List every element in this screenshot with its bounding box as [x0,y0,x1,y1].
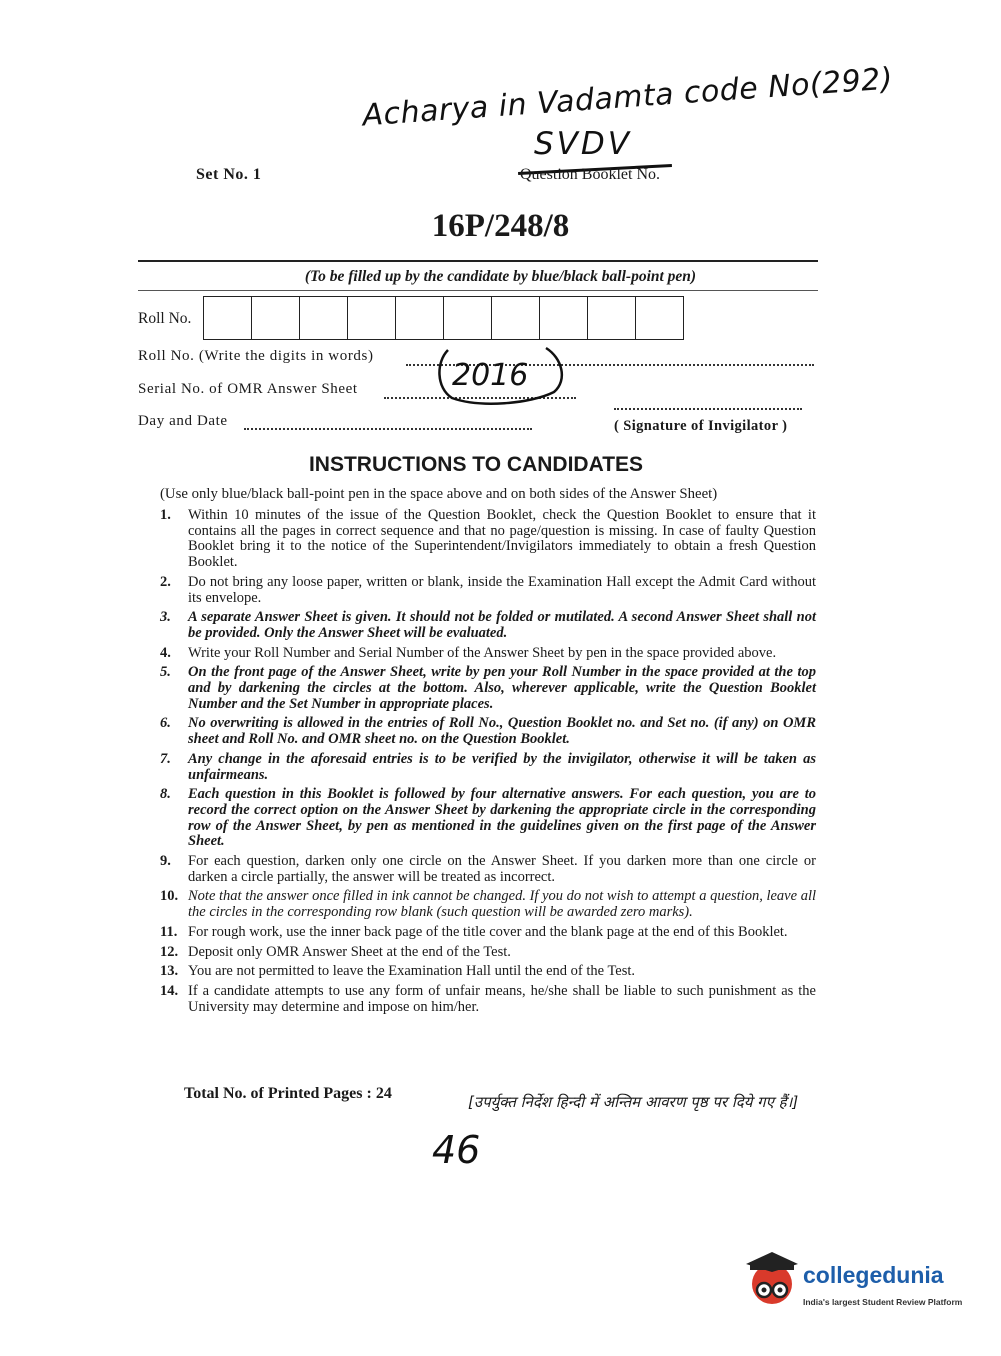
instruction-text: For each question, darken only one circle on the Answer Sheet. If you darken more than one circle or darken a circle partially, the answer will be treated as incorrect. [188,853,816,885]
handwritten-oval [430,340,570,410]
instructions-list [160,508,816,1019]
brand-name: collegedunia [803,1262,944,1288]
roll-digit-box[interactable] [636,297,683,339]
instruction-text: Within 10 minutes of the issue of the Question Booklet, check the Question Booklet to ensure that it contains all the pages in correct sequence and that no page/question is missing. In case of faulty Question Booklet bring it to the notice of the Superintendent/Invigilators immediately to obtain a fresh Question Booklet. [188,507,816,571]
instruction-number: 7. [160,750,171,767]
instruction-item [160,610,816,641]
question-booklet-label: Question Booklet No. [520,166,660,183]
roll-digit-box[interactable] [204,297,252,339]
instruction-item [160,575,816,606]
handwritten-digits: 2016 [452,358,529,393]
instruction-number: 8. [160,786,171,803]
instruction-text: Do not bring any loose paper, written or blank, inside the Examination Hall except the Admit Card without its envelope. [188,573,816,606]
instruction-item [160,889,816,920]
instruction-number: 9. [160,853,171,870]
instruction-number: 6. [160,715,171,732]
handwritten-page-number: 46 [432,1128,481,1172]
collegedunia-mascot-icon [742,1250,802,1310]
brand-tagline: India's largest Student Review Platform [803,1297,963,1307]
signature-field[interactable] [614,394,802,410]
day-date-field[interactable] [244,414,532,430]
instruction-text: A separate Answer Sheet is given. It should not be folded or mutilated. A second Answer Sheet shall not be provided. Only the Answer Sheet will be evaluated. [188,609,816,641]
instruction-number: 5. [160,664,171,681]
instruction-number: 11. [160,923,178,940]
instruction-text: Note that the answer once filled in ink cannot be changed. If you do not wish to attempt a question, leave all the circles in the corresponding row blank (such question will be awarded zero marks). [188,888,816,921]
booklet-code: 16P/248/8 [431,208,570,244]
instruction-item [160,925,816,941]
instructions-title: INSTRUCTIONS TO CANDIDATES [308,453,644,476]
day-date-label: Day and Date [138,413,228,429]
roll-digit-box[interactable] [444,297,492,339]
total-pages: Total No. of Printed Pages : 24 [184,1085,392,1102]
handwritten-subject-code: SVDV [534,126,632,162]
instruction-item [160,964,816,980]
instruction-number: 14. [160,982,179,999]
instruction-item [160,854,816,885]
roll-digit-box[interactable] [252,297,300,339]
instruction-text: Deposit only OMR Answer Sheet at the end of the Test. [188,943,511,960]
instruction-text: You are not permitted to leave the Examination Hall until the end of the Test. [188,963,636,980]
instruction-text: Each question in this Booklet is followed by four alternative answers. For each question, you are to record the correct option on the Answer Sheet by darkening the appropriate circle in the corresponding row of the Answer Sheet, by pen as mentioned in the guidelines given on the first page of the Answer Sheet. [188,786,816,850]
roll-digit-box[interactable] [300,297,348,339]
roll-digit-box[interactable] [348,297,396,339]
signature-label: ( Signature of Invigilator ) [614,418,788,434]
roll-no-boxes[interactable] [203,296,684,340]
handwritten-title: Acharya in Vadamta code No(292) [361,61,895,134]
instruction-text: If a candidate attempts to use any form of unfair means, he/she shall be liable to such punishment as the University may determine and impose on him/her. [188,982,816,1015]
instruction-number: 12. [160,943,179,960]
fill-instruction: (To be filled up by the candidate by blue/black ball-point pen) [304,268,697,285]
instruction-item [160,646,816,662]
set-number: Set No. 1 [196,166,262,183]
instruction-item [160,752,816,783]
roll-no-words-label: Roll No. (Write the digits in words) [138,348,374,364]
roll-no-label: Roll No. [138,310,192,327]
instruction-item [160,787,816,850]
instruction-number: 13. [160,963,179,980]
instruction-number: 10. [160,888,179,905]
instruction-text: No overwriting is allowed in the entries of Roll No., Question Booklet no. and Set no. (if any) on OMR sheet and Roll No. and OMR sheet no. on the Question Booklet. [188,715,816,748]
instruction-item [160,665,816,712]
instruction-number: 3. [160,609,171,626]
instruction-number: 4. [160,644,171,661]
hindi-note: [उपर्युक्त निर्देश हिन्दी में अन्तिम आवरण पृष्ठ पर दिये गए हैं।] [468,1093,799,1111]
instruction-text: On the front page of the Answer Sheet, write by pen your Roll Number in the space provided at the top and by darkening the circles at the bottom. Also, wherever applicable, write the Question Booklet Number and the Set Number in appropriate places. [188,664,816,712]
omr-serial-label: Serial No. of OMR Answer Sheet [138,381,358,397]
roll-digit-box[interactable] [396,297,444,339]
instruction-item [160,508,816,571]
divider [138,260,818,262]
instruction-number: 2. [160,573,171,590]
instruction-item [160,716,816,747]
divider [138,290,818,291]
roll-digit-box[interactable] [492,297,540,339]
roll-digit-box[interactable] [588,297,636,339]
roll-digit-box[interactable] [540,297,588,339]
instruction-text: Write your Roll Number and Serial Number of the Answer Sheet by pen in the space provided above. [188,644,777,661]
instruction-number: 1. [160,507,171,523]
instruction-text: Any change in the aforesaid entries is to be verified by the invigilator, otherwise it will be taken as unfairmeans. [188,750,816,783]
instruction-item [160,984,816,1015]
instructions-note: (Use only blue/black ball-point pen in the space above and on both sides of the Answer Sheet) [160,486,718,502]
instruction-item [160,945,816,961]
instruction-text: For rough work, use the inner back page of the title cover and the blank page at the end of this Booklet. [188,923,788,940]
